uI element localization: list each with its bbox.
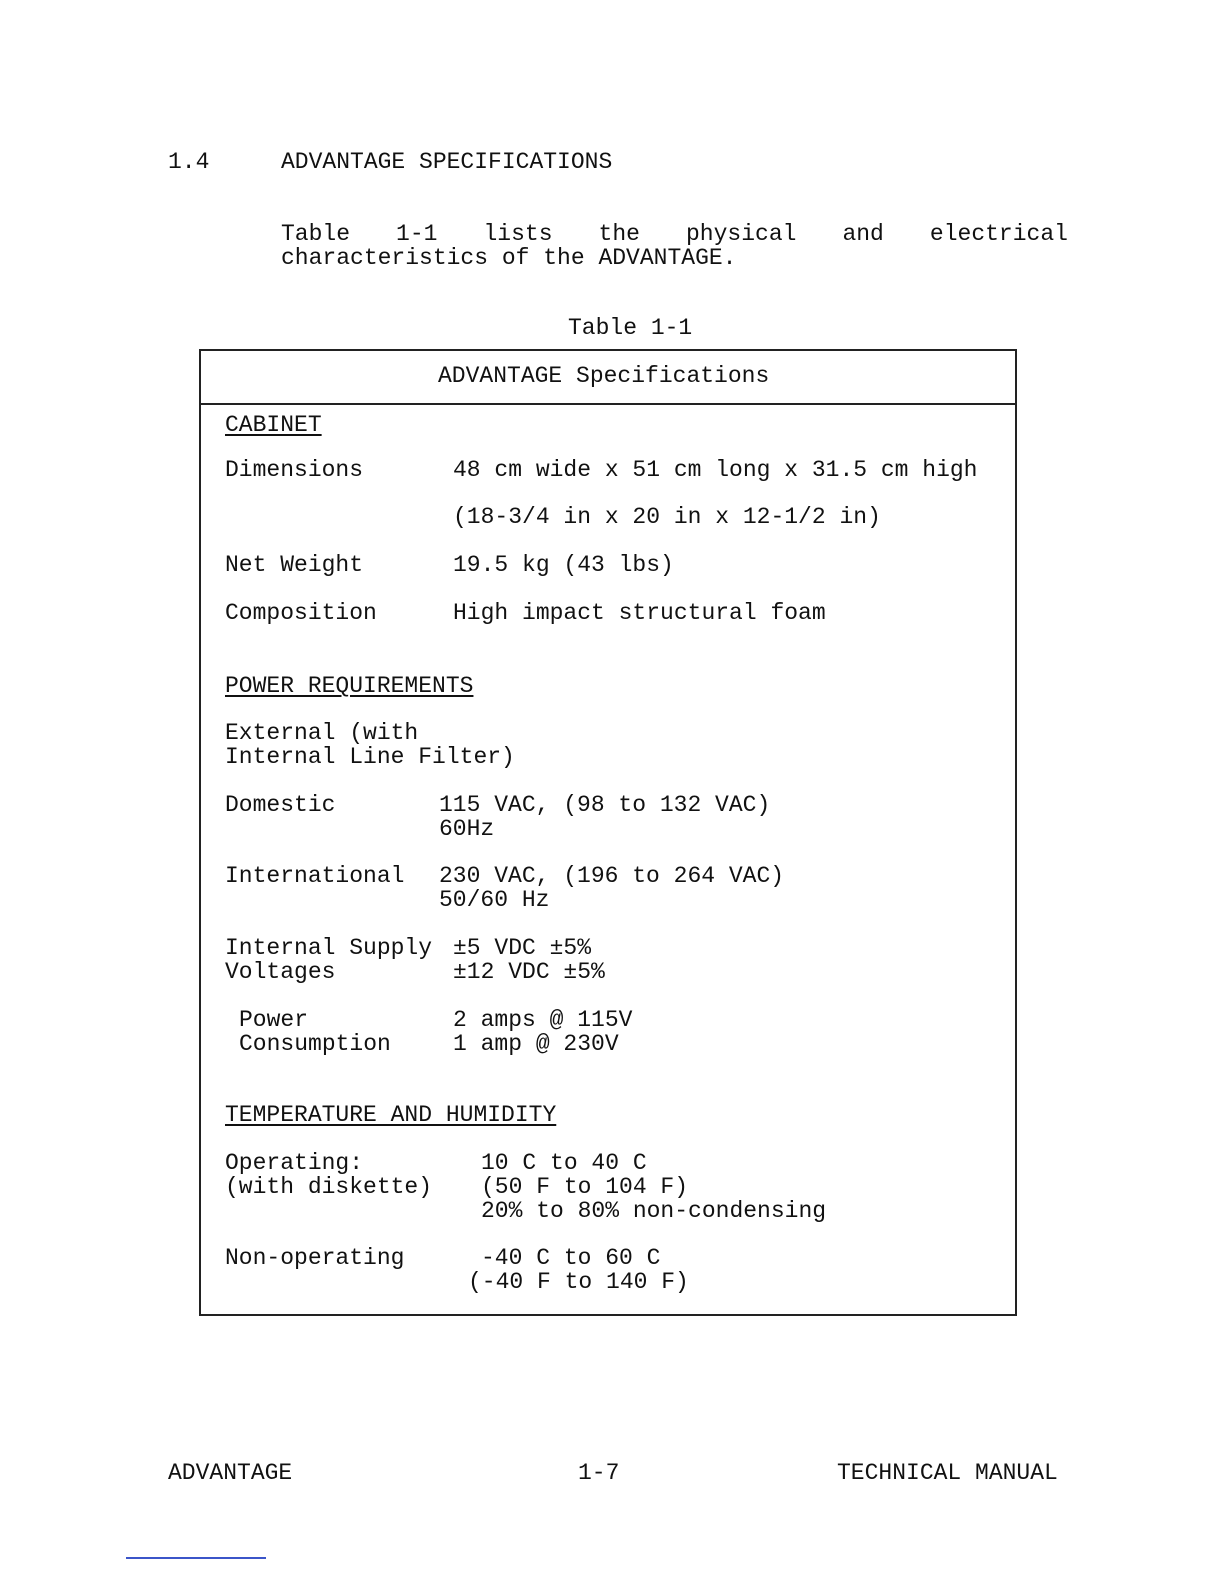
supply-5v-value: ±5 VDC ±5% <box>453 935 592 961</box>
intro-paragraph <box>281 222 1068 270</box>
scan-artifact-line <box>126 1557 266 1559</box>
external-label-line-2: Internal Line Filter) <box>225 744 515 770</box>
composition-value: High impact structural foam <box>453 600 826 626</box>
supply-12v-value: ±12 VDC ±5% <box>453 959 605 985</box>
table-header-divider <box>201 403 1015 405</box>
dimensions-label: Dimensions <box>225 457 364 483</box>
footer-product-name: ADVANTAGE <box>168 1460 293 1486</box>
consumption-230v-value: 1 amp @ 230V <box>453 1031 619 1057</box>
dimensions-metric-value: 48 cm wide x 51 cm long x 31.5 cm high <box>453 457 978 483</box>
footer-manual-title: TECHNICAL MANUAL <box>837 1460 1058 1486</box>
intro-word: physical <box>686 221 797 247</box>
intro-word: and <box>842 221 884 247</box>
operating-humidity-value: 20% to 80% non-condensing <box>481 1198 827 1224</box>
consumption-115v-value: 2 amps @ 115V <box>453 1007 633 1033</box>
intro-word: Table <box>281 221 351 247</box>
intro-word: lists <box>483 221 553 247</box>
power-heading: POWER REQUIREMENTS <box>225 673 474 699</box>
nonoperating-label: Non-operating <box>225 1245 405 1271</box>
intro-word: electrical <box>929 221 1068 247</box>
domestic-label: Domestic <box>225 792 336 818</box>
operating-fahrenheit-value: (50 F to 104 F) <box>481 1174 689 1200</box>
consumption-label-line-1: Power <box>239 1007 309 1033</box>
operating-label-line-1: Operating: <box>225 1150 364 1176</box>
intro-word: 1-1 <box>396 221 438 247</box>
nonoperating-celsius-value: -40 C to 60 C <box>481 1245 661 1271</box>
dimensions-imperial-value: (18-3/4 in x 20 in x 12-1/2 in) <box>453 504 881 530</box>
table-title: ADVANTAGE Specifications <box>438 363 770 389</box>
operating-celsius-value: 10 C to 40 C <box>481 1150 647 1176</box>
supply-label-line-1: Internal Supply <box>225 935 433 961</box>
domestic-voltage-value: 115 VAC, (98 to 132 VAC) <box>439 792 771 818</box>
table-caption: Table 1-1 <box>568 315 693 341</box>
cabinet-heading: CABINET <box>225 412 322 438</box>
supply-label-line-2: Voltages <box>225 959 336 985</box>
temperature-heading: TEMPERATURE AND HUMIDITY <box>225 1102 557 1128</box>
intro-line-2: characteristics of the ADVANTAGE. <box>281 245 737 271</box>
composition-label: Composition <box>225 600 377 626</box>
international-frequency-value: 50/60 Hz <box>439 887 550 913</box>
operating-label-line-2: (with diskette) <box>225 1174 433 1200</box>
weight-value: 19.5 kg (43 lbs) <box>453 552 674 578</box>
intro-line-1 <box>281 222 1068 246</box>
external-label-line-1: External (with <box>225 720 419 746</box>
nonoperating-fahrenheit-value: (-40 F to 140 F) <box>468 1269 689 1295</box>
section-number: 1.4 <box>168 149 210 175</box>
domestic-frequency-value: 60Hz <box>439 816 495 842</box>
consumption-label-line-2: Consumption <box>239 1031 391 1057</box>
intro-word: the <box>598 221 640 247</box>
international-voltage-value: 230 VAC, (196 to 264 VAC) <box>439 863 785 889</box>
international-label: International <box>225 863 405 889</box>
weight-label: Net Weight <box>225 552 364 578</box>
footer-page-number: 1-7 <box>578 1460 620 1486</box>
section-title: ADVANTAGE SPECIFICATIONS <box>281 149 613 175</box>
